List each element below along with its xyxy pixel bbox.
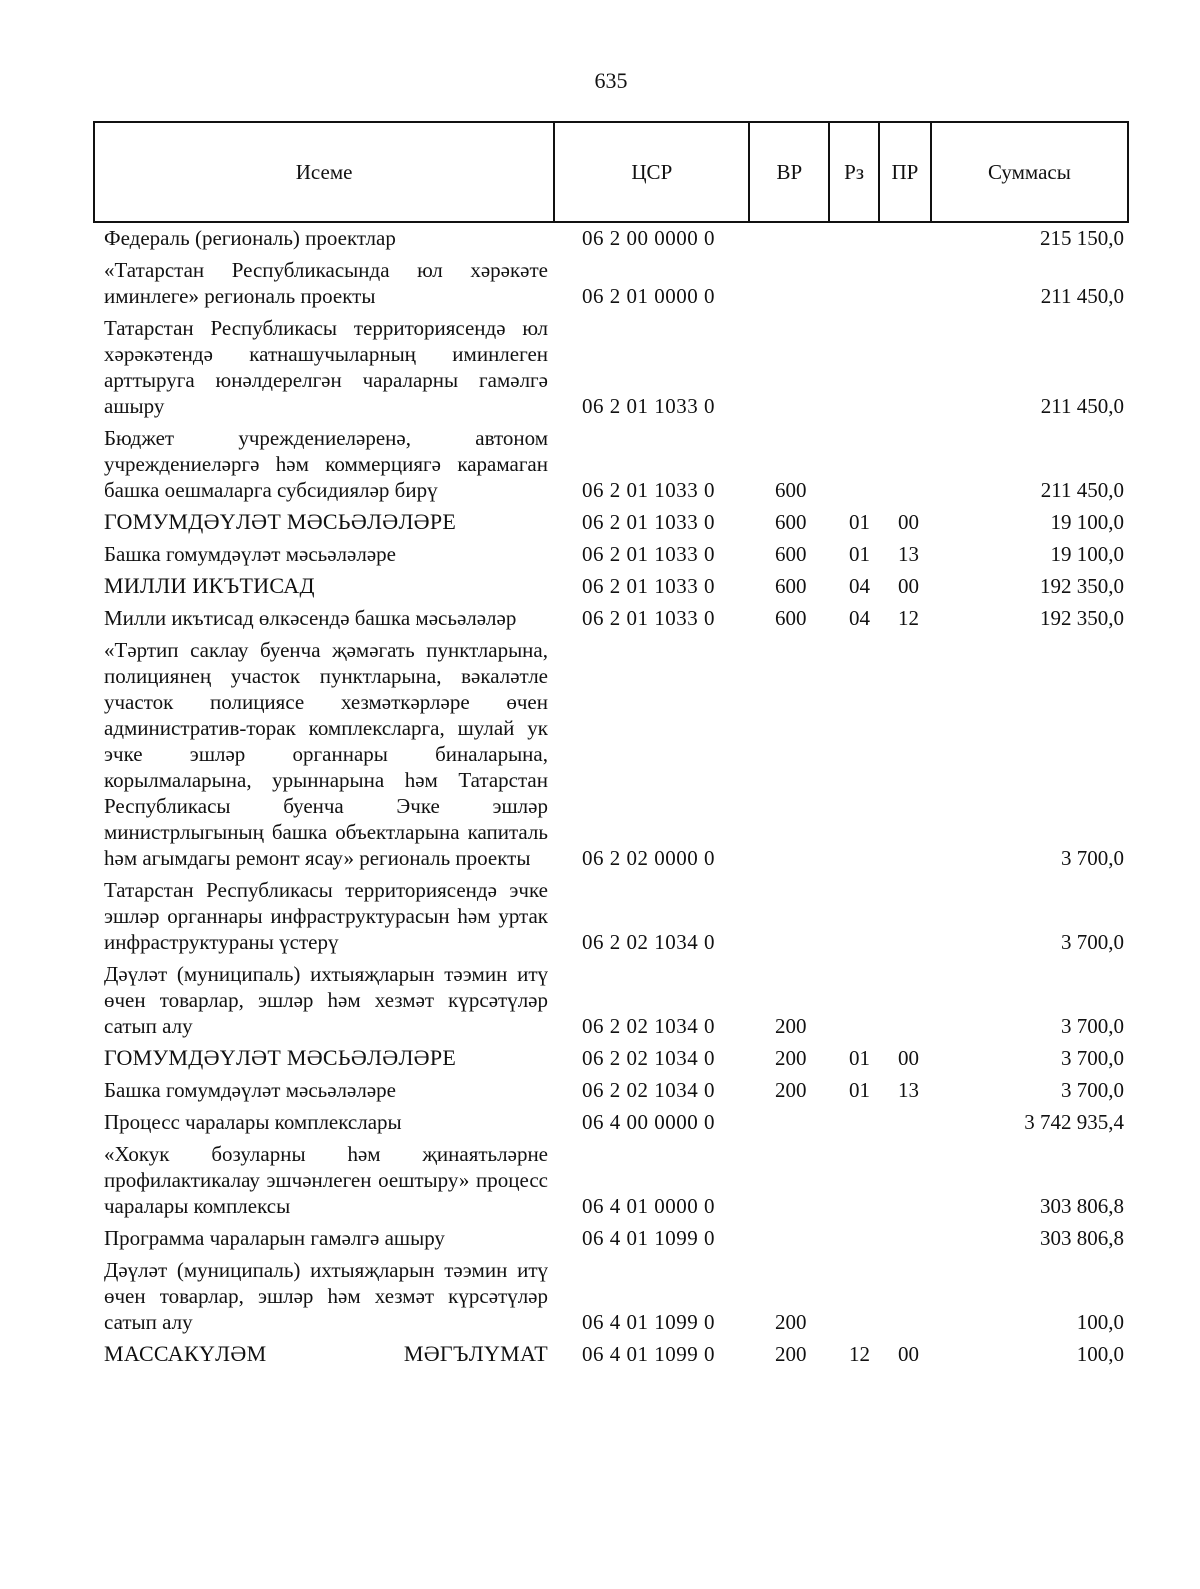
row-sum: 19 100,0 xyxy=(1050,510,1124,534)
row-name: Федераль (региональ) проектлар xyxy=(104,226,396,250)
header-rz: Рз xyxy=(830,123,880,221)
row-name: ГОМУМДӘҮЛӘТ МӘСЬӘЛӘЛӘРЕ xyxy=(104,1045,457,1070)
row-csr: 06 4 01 1099 0 xyxy=(582,1342,715,1366)
table-row xyxy=(0,877,1200,955)
row-csr: 06 2 01 1033 0 xyxy=(582,478,715,502)
row-rz: 01 xyxy=(849,510,870,534)
table-row xyxy=(0,225,1200,251)
row-sum: 19 100,0 xyxy=(1050,542,1124,566)
row-name: Процесс чаралары комплекслары xyxy=(104,1110,402,1134)
table-row xyxy=(0,257,1200,309)
row-name: «Хокук бозуларны һәм җинаятьләрне профилактикалау эшчәнлеген оештыру» процесс чаралары комплексы xyxy=(104,1142,548,1218)
row-sum: 3 700,0 xyxy=(1061,1014,1124,1038)
table-row xyxy=(0,605,1200,631)
table-row xyxy=(0,637,1200,871)
table-row xyxy=(0,1109,1200,1135)
header-vr: ВР xyxy=(750,123,830,221)
row-csr: 06 2 01 1033 0 xyxy=(582,510,715,534)
row-csr: 06 2 02 1034 0 xyxy=(582,930,715,954)
row-pr: 00 xyxy=(898,1046,919,1070)
row-name: МАССАКҮЛӘМ МӘГЪЛҮМАТ xyxy=(104,1341,548,1366)
row-sum: 192 350,0 xyxy=(1040,606,1124,630)
table-body xyxy=(0,225,1200,1373)
row-vr: 600 xyxy=(775,478,807,502)
row-name: Татарстан Республикасы территориясендә юл хәрәкәтендә катнашучыларның иминлеген арттыруга юнәлдерелгән чараларны гамәлгә ашыру xyxy=(104,316,548,418)
row-name: МИЛЛИ ИКЪТИСАД xyxy=(104,573,315,598)
row-sum: 100,0 xyxy=(1076,1310,1124,1334)
row-name: Башка гомумдәүләт мәсьәләләре xyxy=(104,1078,396,1102)
row-vr: 200 xyxy=(775,1342,807,1366)
table-row xyxy=(0,425,1200,503)
row-name: Башка гомумдәүләт мәсьәләләре xyxy=(104,542,396,566)
row-name: «Тәртип саклау буенча җәмәгать пунктларына, полициянең участок пунктларына, вәкаләтле участок полициясе хезмәткәрләре өчен административ-торак комплексларга, шулай ук эчке эшләр органнары биналарына, корылмаларына, урыннарына һәм Татарстан Республикасы буенча Эчке эшләр министрлыгының башка объектларына капиталь һәм агымдагы ремонт ясау» региональ проекты xyxy=(104,638,548,870)
row-sum: 211 450,0 xyxy=(1040,394,1124,418)
row-csr: 06 4 01 1099 0 xyxy=(582,1310,715,1334)
row-sum: 211 450,0 xyxy=(1040,284,1124,308)
table-row xyxy=(0,541,1200,567)
page-number: 635 xyxy=(594,68,628,93)
row-sum: 3 700,0 xyxy=(1061,1078,1124,1102)
row-csr: 06 2 01 1033 0 xyxy=(582,606,715,630)
row-pr: 13 xyxy=(898,542,919,566)
row-name: ГОМУМДӘҮЛӘТ МӘСЬӘЛӘЛӘРЕ xyxy=(104,509,457,534)
row-vr: 200 xyxy=(775,1310,807,1334)
table-row xyxy=(0,1077,1200,1103)
row-csr: 06 4 00 0000 0 xyxy=(582,1110,715,1134)
row-sum: 303 806,8 xyxy=(1040,1226,1124,1250)
header-pr: ПР xyxy=(880,123,932,221)
row-sum: 3 700,0 xyxy=(1061,846,1124,870)
row-pr: 00 xyxy=(898,1342,919,1366)
row-pr: 13 xyxy=(898,1078,919,1102)
row-pr: 00 xyxy=(898,574,919,598)
table-row xyxy=(0,1257,1200,1335)
table-row xyxy=(0,315,1200,419)
row-name: Татарстан Республикасы территориясендә эчке эшләр органнары инфраструктурасын һәм уртак инфраструктураны үстерү xyxy=(104,878,548,954)
table-row xyxy=(0,1045,1200,1071)
row-csr: 06 2 01 1033 0 xyxy=(582,394,715,418)
row-rz: 04 xyxy=(849,574,870,598)
row-csr: 06 4 01 1099 0 xyxy=(582,1226,715,1250)
row-vr: 600 xyxy=(775,542,807,566)
row-csr: 06 2 01 1033 0 xyxy=(582,542,715,566)
row-csr: 06 2 02 1034 0 xyxy=(582,1078,715,1102)
row-name: Дәүләт (муниципаль) ихтыяҗларын тәэмин итү өчен товарлар, эшләр һәм хезмәт күрсәтүләр сатып алу xyxy=(104,962,548,1038)
row-rz: 01 xyxy=(849,1078,870,1102)
row-sum: 211 450,0 xyxy=(1040,478,1124,502)
row-vr: 600 xyxy=(775,510,807,534)
row-sum: 3 742 935,4 xyxy=(1024,1110,1124,1134)
row-sum: 100,0 xyxy=(1076,1342,1124,1366)
row-csr: 06 2 02 1034 0 xyxy=(582,1014,715,1038)
row-sum: 3 700,0 xyxy=(1061,930,1124,954)
row-vr: 600 xyxy=(775,606,807,630)
row-rz: 12 xyxy=(849,1342,870,1366)
row-vr: 200 xyxy=(775,1014,807,1038)
header-name: Исеме xyxy=(95,123,555,221)
table-row xyxy=(0,509,1200,535)
row-csr: 06 2 02 1034 0 xyxy=(582,1046,715,1070)
table-row xyxy=(0,1225,1200,1251)
table-row xyxy=(0,1341,1200,1367)
row-sum: 3 700,0 xyxy=(1061,1046,1124,1070)
row-sum: 303 806,8 xyxy=(1040,1194,1124,1218)
row-name: Милли икътисад өлкәсендә башка мәсьәләләр xyxy=(104,606,517,630)
header-sum: Суммасы xyxy=(987,160,1071,184)
row-sum: 192 350,0 xyxy=(1040,574,1124,598)
table-row xyxy=(0,573,1200,599)
row-csr: 06 2 01 1033 0 xyxy=(582,574,715,598)
row-name: Программа чараларын гамәлгә ашыру xyxy=(104,1226,445,1250)
row-rz: 01 xyxy=(849,1046,870,1070)
row-csr: 06 2 01 0000 0 xyxy=(582,284,715,308)
table-header xyxy=(93,121,1129,223)
row-rz: 04 xyxy=(849,606,870,630)
row-sum: 215 150,0 xyxy=(1040,226,1124,250)
row-pr: 00 xyxy=(898,510,919,534)
row-vr: 200 xyxy=(775,1046,807,1070)
row-rz: 01 xyxy=(849,542,870,566)
row-csr: 06 2 02 0000 0 xyxy=(582,846,715,870)
row-name: Бюджет учреждениеләренә, автоном учреждениеләргә һәм коммерциягә карамаган башка оешмаларга субсидияләр бирү xyxy=(104,426,548,502)
table-row xyxy=(0,1141,1200,1219)
row-vr: 600 xyxy=(775,574,807,598)
row-name: Дәүләт (муниципаль) ихтыяҗларын тәэмин итү өчен товарлар, эшләр һәм хезмәт күрсәтүләр сатып алу xyxy=(104,1258,548,1334)
row-name: «Татарстан Республикасында юл хәрәкәте иминлеге» региональ проекты xyxy=(104,258,548,308)
row-vr: 200 xyxy=(775,1078,807,1102)
row-csr: 06 4 01 0000 0 xyxy=(582,1194,715,1218)
table-row xyxy=(0,961,1200,1039)
row-csr: 06 2 00 0000 0 xyxy=(582,226,715,250)
row-pr: 12 xyxy=(898,606,919,630)
header-csr: ЦСР xyxy=(555,123,750,221)
